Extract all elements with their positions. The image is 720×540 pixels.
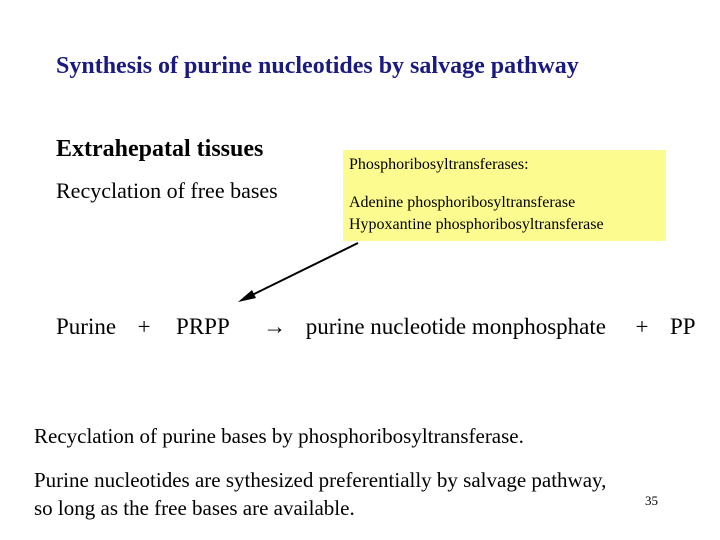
plus-sign-2: + bbox=[635, 314, 649, 339]
substrate-purine: Purine bbox=[56, 314, 117, 339]
enzyme-box-heading: Phosphoribosyltransferases: bbox=[349, 156, 529, 173]
recyclation-label: Recyclation of free bases bbox=[56, 178, 278, 203]
reaction-arrow-icon: → bbox=[263, 314, 287, 339]
subheading-extrahepatal: Extrahepatal tissues bbox=[56, 136, 264, 162]
note-recyclation: Recyclation of purine bases by phosphoribosyltransferase. bbox=[34, 424, 524, 448]
arrow-head-icon bbox=[238, 290, 256, 302]
substrate-prpp: PRPP bbox=[176, 314, 230, 339]
slide-title: Synthesis of purine nucleotides by salvage pathway bbox=[56, 53, 579, 79]
product-nucleotide: purine nucleotide monphosphate bbox=[305, 314, 606, 339]
reaction-equation bbox=[56, 314, 696, 340]
note-salvage-preference: Purine nucleotides are sythesized preferentially by salvage pathway, so long as the free bases are available. bbox=[34, 468, 607, 520]
enzyme-hypoxantine: Hypoxantine phosphoribosyltransferase bbox=[349, 216, 604, 233]
product-pp: PP bbox=[669, 314, 696, 339]
enzyme-adenine: Adenine phosphoribosyltransferase bbox=[349, 194, 576, 211]
plus-sign-1: + bbox=[137, 314, 151, 339]
page-number: 35 bbox=[645, 493, 658, 508]
arrow-shaft bbox=[246, 243, 358, 298]
